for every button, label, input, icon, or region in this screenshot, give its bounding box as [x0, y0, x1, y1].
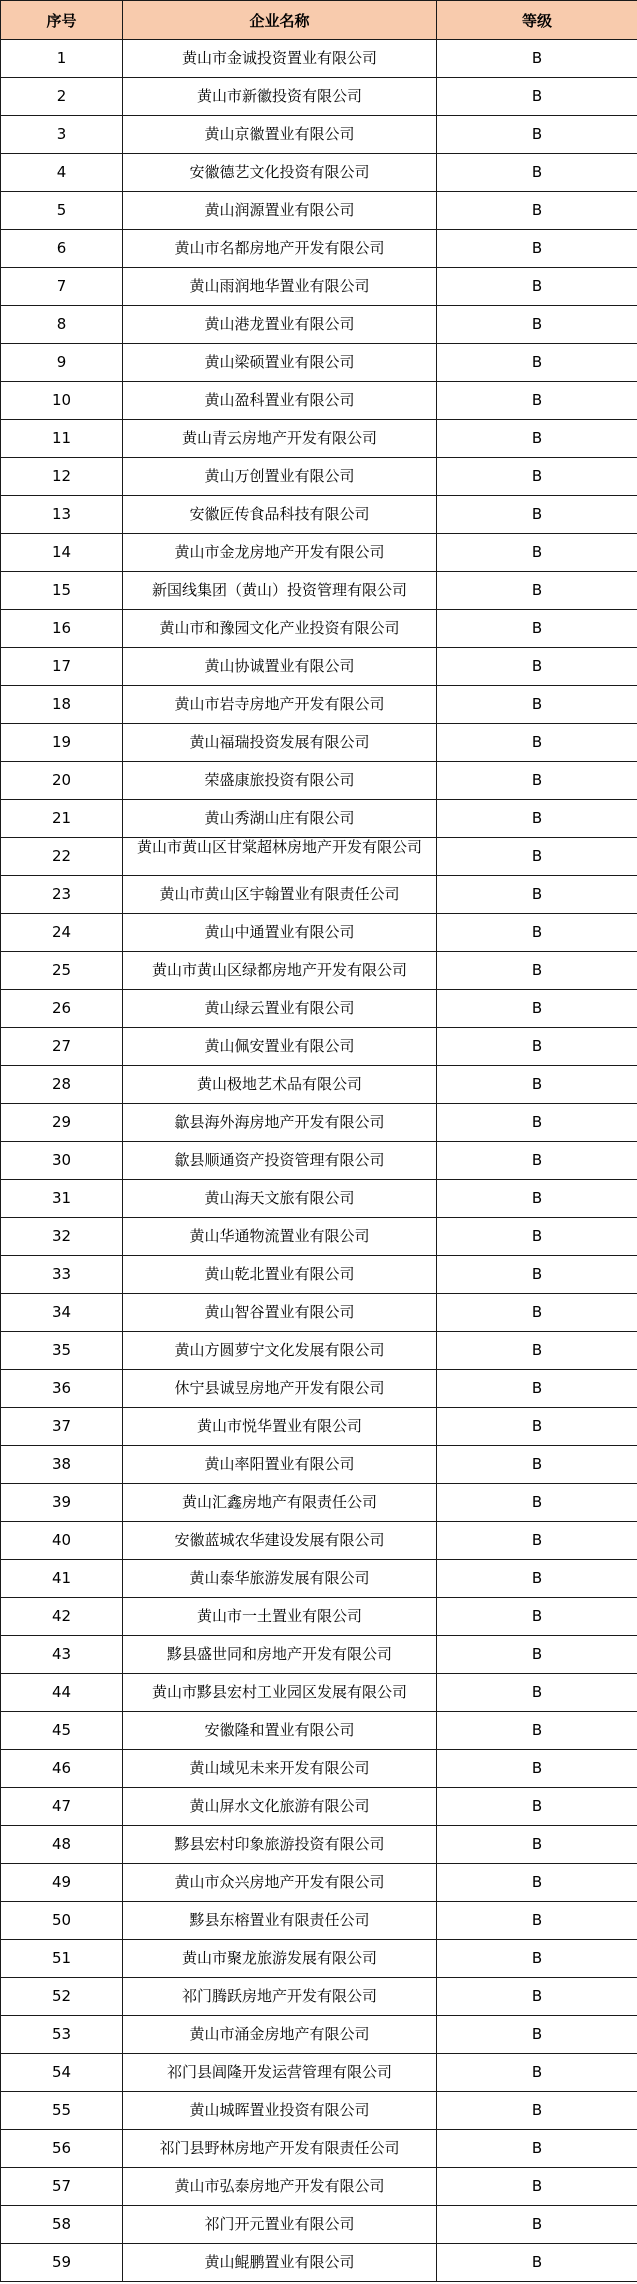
- row-grade-cell: B: [437, 1522, 637, 1560]
- row-seq-cell: 15: [1, 572, 123, 610]
- table-row: [1, 2244, 637, 2282]
- header-grade: 等级: [437, 1, 637, 40]
- row-grade-cell: B: [437, 2130, 637, 2168]
- row-seq-cell: 12: [1, 458, 123, 496]
- row-company-name-cell: 休宁县诚昱房地产开发有限公司: [123, 1370, 437, 1408]
- row-grade-cell: B: [437, 1332, 637, 1370]
- row-grade-cell: B: [437, 1940, 637, 1978]
- row-grade-cell: B: [437, 458, 637, 496]
- row-grade-cell: B: [437, 1294, 637, 1332]
- row-grade-cell: B: [437, 2016, 637, 2054]
- table-row: [1, 1674, 637, 1712]
- row-grade-cell: B: [437, 762, 637, 800]
- table-row: [1, 1332, 637, 1370]
- row-grade-cell: B: [437, 306, 637, 344]
- table-row: [1, 724, 637, 762]
- row-company-name-cell: 黄山乾北置业有限公司: [123, 1256, 437, 1294]
- table-row: [1, 1940, 637, 1978]
- row-seq-cell: 18: [1, 686, 123, 724]
- table-row: [1, 2206, 637, 2244]
- row-grade-cell: B: [437, 1446, 637, 1484]
- row-seq-cell: 20: [1, 762, 123, 800]
- row-company-name-cell: 祁门腾跃房地产开发有限公司: [123, 1978, 437, 2016]
- row-grade-cell: B: [437, 876, 637, 914]
- table-row: [1, 2092, 637, 2130]
- row-company-name-cell: 歙县海外海房地产开发有限公司: [123, 1104, 437, 1142]
- row-company-name-cell: 黄山智谷置业有限公司: [123, 1294, 437, 1332]
- row-grade-cell: B: [437, 1408, 637, 1446]
- row-grade-cell: B: [437, 572, 637, 610]
- row-grade-cell: B: [437, 1636, 637, 1674]
- row-grade-cell: B: [437, 1256, 637, 1294]
- row-grade-cell: B: [437, 1028, 637, 1066]
- table-row: [1, 952, 637, 990]
- row-company-name-cell: 黄山雨润地华置业有限公司: [123, 268, 437, 306]
- row-seq-cell: 35: [1, 1332, 123, 1370]
- row-grade-cell: B: [437, 952, 637, 990]
- row-grade-cell: B: [437, 1218, 637, 1256]
- row-grade-cell: B: [437, 990, 637, 1028]
- row-seq-cell: 44: [1, 1674, 123, 1712]
- table-row: [1, 78, 637, 116]
- row-seq-cell: 54: [1, 2054, 123, 2092]
- row-company-name-cell: 安徽匠传食品科技有限公司: [123, 496, 437, 534]
- table-row: [1, 1636, 637, 1674]
- row-grade-cell: B: [437, 800, 637, 838]
- row-seq-cell: 5: [1, 192, 123, 230]
- row-company-name-cell: 黄山协诚置业有限公司: [123, 648, 437, 686]
- table-row: [1, 458, 637, 496]
- row-grade-cell: B: [437, 1142, 637, 1180]
- row-seq-cell: 43: [1, 1636, 123, 1674]
- row-seq-cell: 47: [1, 1788, 123, 1826]
- table-row: [1, 1218, 637, 1256]
- row-company-name-cell: 黄山泰华旅游发展有限公司: [123, 1560, 437, 1598]
- table-row: [1, 382, 637, 420]
- row-company-name-cell: 黄山市岩寺房地产开发有限公司: [123, 686, 437, 724]
- table-body: [1, 40, 637, 2282]
- row-seq-cell: 22: [1, 838, 123, 876]
- row-company-name-cell: 黄山京徽置业有限公司: [123, 116, 437, 154]
- table-row: [1, 686, 637, 724]
- row-seq-cell: 21: [1, 800, 123, 838]
- row-grade-cell: B: [437, 344, 637, 382]
- row-company-name-cell: 黄山港龙置业有限公司: [123, 306, 437, 344]
- row-company-name-cell: 黄山市金龙房地产开发有限公司: [123, 534, 437, 572]
- table-row: [1, 1788, 637, 1826]
- row-company-name-cell: 黄山市涌金房地产有限公司: [123, 2016, 437, 2054]
- row-seq-cell: 1: [1, 40, 123, 78]
- row-seq-cell: 56: [1, 2130, 123, 2168]
- row-seq-cell: 33: [1, 1256, 123, 1294]
- row-company-name-cell: 黄山华通物流置业有限公司: [123, 1218, 437, 1256]
- row-seq-cell: 50: [1, 1902, 123, 1940]
- row-grade-cell: B: [437, 1712, 637, 1750]
- table-row: [1, 1370, 637, 1408]
- row-company-name-cell: 黄山梁硕置业有限公司: [123, 344, 437, 382]
- table-row: [1, 1294, 637, 1332]
- row-seq-cell: 49: [1, 1864, 123, 1902]
- row-grade-cell: B: [437, 154, 637, 192]
- row-grade-cell: B: [437, 534, 637, 572]
- row-company-name-cell: 黄山秀湖山庄有限公司: [123, 800, 437, 838]
- row-seq-cell: 31: [1, 1180, 123, 1218]
- row-company-name-cell: 黄山率阳置业有限公司: [123, 1446, 437, 1484]
- row-company-name-cell: 黟县盛世同和房地产开发有限公司: [123, 1636, 437, 1674]
- row-seq-cell: 7: [1, 268, 123, 306]
- table-row: [1, 1142, 637, 1180]
- row-seq-cell: 55: [1, 2092, 123, 2130]
- row-company-name-cell: 祁门开元置业有限公司: [123, 2206, 437, 2244]
- row-company-name-cell: 黄山鲲鹏置业有限公司: [123, 2244, 437, 2282]
- row-grade-cell: B: [437, 648, 637, 686]
- row-company-name-cell: 黄山市一土置业有限公司: [123, 1598, 437, 1636]
- table-row: [1, 1256, 637, 1294]
- row-seq-cell: 32: [1, 1218, 123, 1256]
- table-row: [1, 876, 637, 914]
- row-seq-cell: 13: [1, 496, 123, 534]
- row-seq-cell: 4: [1, 154, 123, 192]
- table-row: [1, 1522, 637, 1560]
- row-seq-cell: 52: [1, 1978, 123, 2016]
- table-row: [1, 1066, 637, 1104]
- table-row: [1, 306, 637, 344]
- row-grade-cell: B: [437, 116, 637, 154]
- table-row: [1, 230, 637, 268]
- row-grade-cell: B: [437, 1560, 637, 1598]
- row-grade-cell: B: [437, 1978, 637, 2016]
- row-company-name-cell: 黄山市新徽投资有限公司: [123, 78, 437, 116]
- table-row: [1, 420, 637, 458]
- table-row: [1, 116, 637, 154]
- table-row: [1, 192, 637, 230]
- row-seq-cell: 19: [1, 724, 123, 762]
- row-grade-cell: B: [437, 1370, 637, 1408]
- row-company-name-cell: 黄山市名都房地产开发有限公司: [123, 230, 437, 268]
- table-row: [1, 1180, 637, 1218]
- table-row: [1, 1826, 637, 1864]
- row-grade-cell: B: [437, 1180, 637, 1218]
- row-grade-cell: B: [437, 1826, 637, 1864]
- row-grade-cell: B: [437, 1066, 637, 1104]
- row-grade-cell: B: [437, 1864, 637, 1902]
- table-row: [1, 268, 637, 306]
- row-company-name-cell: 黄山佩安置业有限公司: [123, 1028, 437, 1066]
- row-company-name-cell: 黄山方圆萝宁文化发展有限公司: [123, 1332, 437, 1370]
- row-grade-cell: B: [437, 686, 637, 724]
- row-grade-cell: B: [437, 2054, 637, 2092]
- row-seq-cell: 17: [1, 648, 123, 686]
- table-row: [1, 1484, 637, 1522]
- row-seq-cell: 58: [1, 2206, 123, 2244]
- row-grade-cell: B: [437, 1598, 637, 1636]
- row-grade-cell: B: [437, 40, 637, 78]
- row-company-name-cell: 黄山城晖置业投资有限公司: [123, 2092, 437, 2130]
- row-grade-cell: B: [437, 1788, 637, 1826]
- row-seq-cell: 28: [1, 1066, 123, 1104]
- row-company-name-cell: 黄山市聚龙旅游发展有限公司: [123, 1940, 437, 1978]
- row-company-name-cell: 黄山万创置业有限公司: [123, 458, 437, 496]
- table-row: [1, 1712, 637, 1750]
- row-company-name-cell: 黄山市黟县宏村工业园区发展有限公司: [123, 1674, 437, 1712]
- row-company-name-cell: 黄山市黄山区绿都房地产开发有限公司: [123, 952, 437, 990]
- row-seq-cell: 11: [1, 420, 123, 458]
- row-company-name-cell: 安徽蓝城农华建设发展有限公司: [123, 1522, 437, 1560]
- table-row: [1, 1104, 637, 1142]
- table-row: [1, 800, 637, 838]
- table-row: [1, 154, 637, 192]
- row-seq-cell: 39: [1, 1484, 123, 1522]
- row-company-name-cell: 黄山市悦华置业有限公司: [123, 1408, 437, 1446]
- table-row: [1, 1028, 637, 1066]
- row-seq-cell: 34: [1, 1294, 123, 1332]
- row-company-name-cell: 祁门县阊隆开发运营管理有限公司: [123, 2054, 437, 2092]
- row-company-name-cell: 黄山青云房地产开发有限公司: [123, 420, 437, 458]
- table-row: [1, 2130, 637, 2168]
- row-company-name-cell: 黄山极地艺术品有限公司: [123, 1066, 437, 1104]
- row-grade-cell: B: [437, 2168, 637, 2206]
- row-seq-cell: 16: [1, 610, 123, 648]
- table-header: [1, 1, 637, 40]
- row-company-name-cell: 黄山市黄山区甘棠超林房地产开发有限公司: [123, 838, 437, 876]
- table-row: [1, 610, 637, 648]
- table-row: [1, 1750, 637, 1788]
- row-grade-cell: B: [437, 2206, 637, 2244]
- row-seq-cell: 53: [1, 2016, 123, 2054]
- row-seq-cell: 37: [1, 1408, 123, 1446]
- table-row: [1, 2168, 637, 2206]
- row-company-name-cell: 黟县东榕置业有限责任公司: [123, 1902, 437, 1940]
- table-row: [1, 914, 637, 952]
- table-row: [1, 344, 637, 382]
- row-grade-cell: B: [437, 838, 637, 876]
- row-grade-cell: B: [437, 610, 637, 648]
- row-company-name-cell: 黄山市黄山区宇翰置业有限责任公司: [123, 876, 437, 914]
- row-seq-cell: 57: [1, 2168, 123, 2206]
- row-company-name-cell: 黄山润源置业有限公司: [123, 192, 437, 230]
- row-seq-cell: 48: [1, 1826, 123, 1864]
- row-grade-cell: B: [437, 230, 637, 268]
- row-grade-cell: B: [437, 192, 637, 230]
- row-grade-cell: B: [437, 382, 637, 420]
- row-company-name-cell: 新国线集团（黄山）投资管理有限公司: [123, 572, 437, 610]
- row-grade-cell: B: [437, 2244, 637, 2282]
- row-seq-cell: 40: [1, 1522, 123, 1560]
- table-row: [1, 534, 637, 572]
- header-name: 企业名称: [123, 1, 437, 40]
- row-seq-cell: 10: [1, 382, 123, 420]
- row-seq-cell: 46: [1, 1750, 123, 1788]
- row-seq-cell: 8: [1, 306, 123, 344]
- row-seq-cell: 25: [1, 952, 123, 990]
- header-row: [1, 1, 637, 40]
- table-row: [1, 1978, 637, 2016]
- table-row: [1, 1408, 637, 1446]
- row-grade-cell: B: [437, 1484, 637, 1522]
- row-company-name-cell: 黄山市弘泰房地产开发有限公司: [123, 2168, 437, 2206]
- table-row: [1, 762, 637, 800]
- row-seq-cell: 24: [1, 914, 123, 952]
- table-row: [1, 648, 637, 686]
- table-row: [1, 1864, 637, 1902]
- row-seq-cell: 30: [1, 1142, 123, 1180]
- table-row: [1, 2054, 637, 2092]
- row-grade-cell: B: [437, 1674, 637, 1712]
- row-seq-cell: 26: [1, 990, 123, 1028]
- row-company-name-cell: 黄山市和豫园文化产业投资有限公司: [123, 610, 437, 648]
- row-company-name-cell: 黄山海天文旅有限公司: [123, 1180, 437, 1218]
- row-seq-cell: 29: [1, 1104, 123, 1142]
- row-grade-cell: B: [437, 2092, 637, 2130]
- table-row: [1, 1902, 637, 1940]
- table-row: [1, 990, 637, 1028]
- row-grade-cell: B: [437, 1750, 637, 1788]
- row-grade-cell: B: [437, 1104, 637, 1142]
- row-company-name-cell: 荣盛康旅投资有限公司: [123, 762, 437, 800]
- row-company-name-cell: 黄山汇鑫房地产有限责任公司: [123, 1484, 437, 1522]
- row-seq-cell: 51: [1, 1940, 123, 1978]
- row-seq-cell: 41: [1, 1560, 123, 1598]
- row-company-name-cell: 黄山绿云置业有限公司: [123, 990, 437, 1028]
- row-grade-cell: B: [437, 496, 637, 534]
- row-seq-cell: 59: [1, 2244, 123, 2282]
- row-company-name-cell: 安徽德艺文化投资有限公司: [123, 154, 437, 192]
- table-row: [1, 838, 637, 876]
- row-grade-cell: B: [437, 914, 637, 952]
- table-row: [1, 1446, 637, 1484]
- row-seq-cell: 14: [1, 534, 123, 572]
- row-seq-cell: 6: [1, 230, 123, 268]
- table-row: [1, 572, 637, 610]
- row-grade-cell: B: [437, 420, 637, 458]
- row-company-name-cell: 祁门县野林房地产开发有限责任公司: [123, 2130, 437, 2168]
- row-company-name-cell: 黄山屏水文化旅游有限公司: [123, 1788, 437, 1826]
- row-seq-cell: 27: [1, 1028, 123, 1066]
- row-company-name-cell: 歙县顺通资产投资管理有限公司: [123, 1142, 437, 1180]
- row-company-name-cell: 黄山盈科置业有限公司: [123, 382, 437, 420]
- row-company-name-cell: 黄山福瑞投资发展有限公司: [123, 724, 437, 762]
- row-seq-cell: 36: [1, 1370, 123, 1408]
- row-company-name-cell: 黄山市金诚投资置业有限公司: [123, 40, 437, 78]
- table-row: [1, 496, 637, 534]
- row-company-name-cell: 黄山中通置业有限公司: [123, 914, 437, 952]
- row-seq-cell: 23: [1, 876, 123, 914]
- row-seq-cell: 42: [1, 1598, 123, 1636]
- row-seq-cell: 2: [1, 78, 123, 116]
- table-row: [1, 40, 637, 78]
- header-seq: 序号: [1, 1, 123, 40]
- row-company-name-cell: 黄山域见未来开发有限公司: [123, 1750, 437, 1788]
- table-row: [1, 2016, 637, 2054]
- row-seq-cell: 9: [1, 344, 123, 382]
- row-company-name-cell: 黄山市众兴房地产开发有限公司: [123, 1864, 437, 1902]
- row-company-name-cell: 黟县宏村印象旅游投资有限公司: [123, 1826, 437, 1864]
- row-grade-cell: B: [437, 1902, 637, 1940]
- row-grade-cell: B: [437, 724, 637, 762]
- table-row: [1, 1598, 637, 1636]
- table-row: [1, 1560, 637, 1598]
- row-grade-cell: B: [437, 268, 637, 306]
- row-seq-cell: 38: [1, 1446, 123, 1484]
- row-seq-cell: 45: [1, 1712, 123, 1750]
- row-seq-cell: 3: [1, 116, 123, 154]
- row-grade-cell: B: [437, 78, 637, 116]
- row-company-name-cell: 安徽隆和置业有限公司: [123, 1712, 437, 1750]
